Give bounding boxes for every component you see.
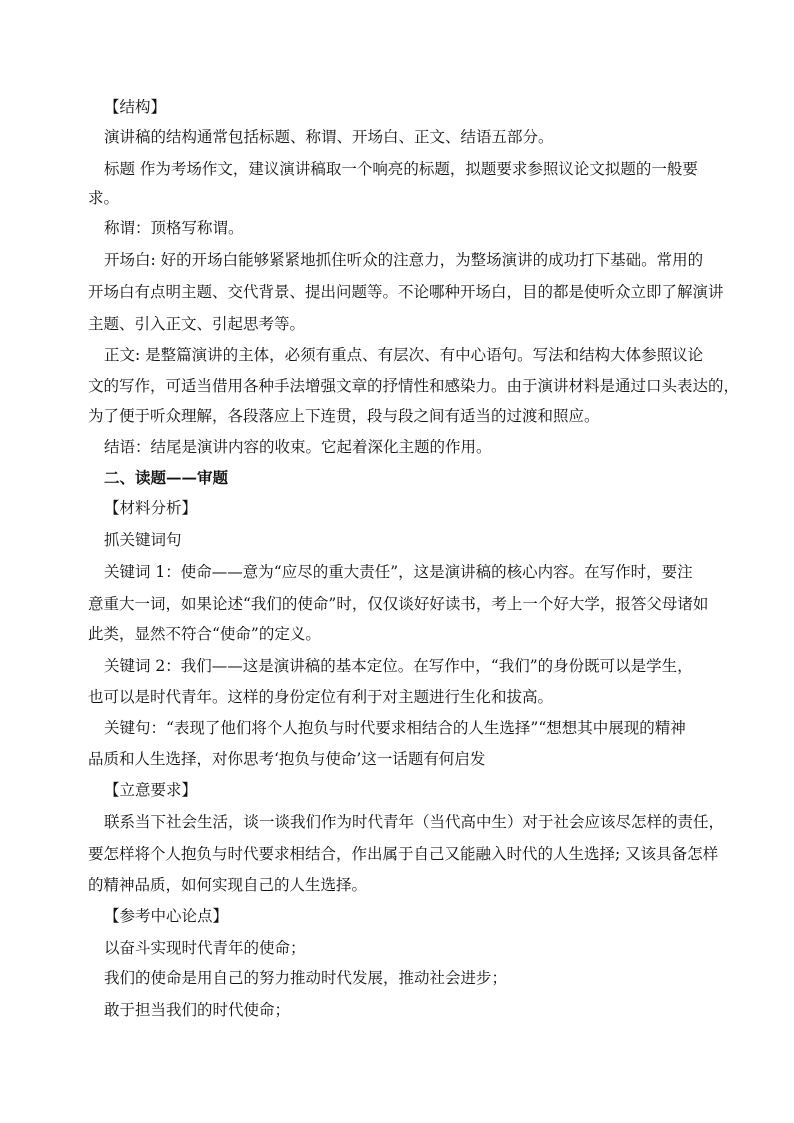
paragraph-line: 要怎样将个人抱负与时代要求相结合，作出属于自己又能融入时代的人生选择; 又该具备怎样	[88, 845, 719, 863]
paragraph-line: 此类，显然不符合“使命”的定义。	[88, 625, 321, 643]
paragraph-line: 联系当下社会生活，谈一谈我们作为时代青年（当代高中生）对于社会应该尽怎样的责任，	[104, 813, 725, 831]
paragraph-line: 标题 作为考场作文，建议演讲稿取一个响亮的标题，拟题要求参照议论文拟题的一般要	[104, 160, 698, 178]
paragraph-line: 演讲稿的结构通常包括标题、称谓、开场白、正文、结语五部分。	[104, 128, 554, 146]
paragraph-line: 关键词 2：我们——这是演讲稿的基本定位。在写作中，“我们”的身份既可以是学生，	[104, 657, 693, 675]
paragraph-line: 称谓：顶格写称谓。	[104, 219, 244, 237]
heading-material-analysis: 【材料分析】	[104, 499, 198, 517]
paragraph-line: 开场白有点明主题、交代背景、提出问题等。不论哪种开场白，目的都是使听众立即了解演讲	[88, 283, 724, 301]
heading-reference-arguments: 【参考中心论点】	[104, 907, 229, 925]
paragraph-line: 结语：结尾是演讲内容的收束。它起着深化主题的作用。	[104, 438, 492, 456]
paragraph-line: 求。	[88, 189, 120, 207]
paragraph-line: 文的写作，可适当借用各种手法增强文章的抒情性和感染力。由于演讲材料是通过口头表达的，	[88, 377, 740, 395]
paragraph-line: 主题、引入正文、引起思考等。	[88, 315, 306, 333]
paragraph-line: 也可以是时代青年。这样的身份定位有利于对主题进行生化和拔高。	[88, 688, 554, 706]
paragraph-line: 意重大一词，如果论述“我们的使命”时，仅仅谈好好读书，考上一个好大学，报答父母诸如	[88, 595, 709, 613]
paragraph-line: 以奋斗实现时代青年的使命；	[104, 939, 306, 957]
paragraph-line: 关键词 1：使命——意为“应尽的重大责任”，这是演讲稿的核心内容。在写作时，要注	[104, 563, 693, 581]
paragraph-line: 关键句：“表现了他们将个人抱负与时代要求相结合的人生选择”“想想其中展现的精神	[104, 719, 686, 737]
paragraph-line: 敢于担当我们的时代使命；	[104, 1001, 291, 1019]
heading-intent-requirements: 【立意要求】	[104, 781, 198, 799]
paragraph-line: 抓关键词句	[104, 531, 182, 549]
heading-structure: 【结构】	[104, 98, 167, 116]
paragraph-line: 的精神品质，如何实现自己的人生选择。	[88, 876, 368, 894]
paragraph-line: 开场白: 好的开场白能够紧紧地抓住听众的注意力，为整场演讲的成功打下基础。常用的	[104, 251, 704, 269]
section-heading: 二、读题——审题	[104, 468, 229, 487]
paragraph-line: 正文: 是整篇演讲的主体，必须有重点、有层次、有中心语句。写法和结构大体参照议论	[104, 346, 704, 364]
paragraph-line: 我们的使命是用自己的努力推动时代发展，推动社会进步；	[104, 969, 508, 987]
paragraph-line: 品质和人生选择，对你思考‘抱负与使命’这一话题有何启发	[88, 750, 486, 768]
paragraph-line: 为了便于听众理解，各段落应上下连贯，段与段之间有适当的过渡和照应。	[88, 407, 600, 425]
